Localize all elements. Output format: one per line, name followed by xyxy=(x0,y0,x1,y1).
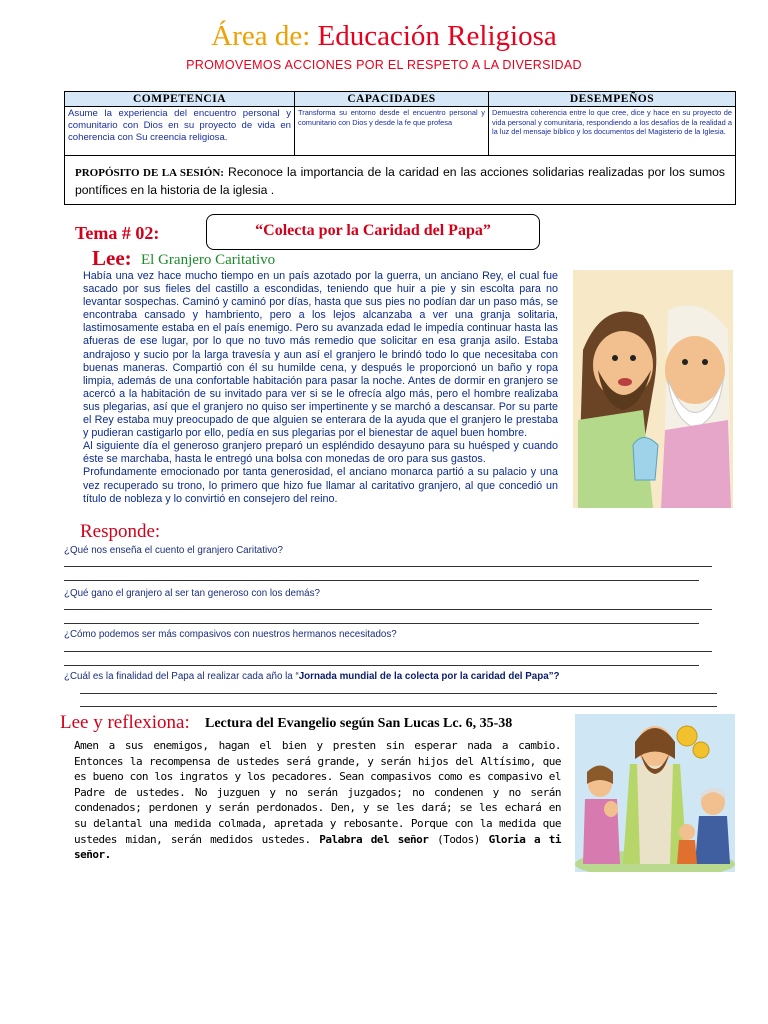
table-purpose-row xyxy=(65,155,735,204)
story-paragraph: Al siguiente día el generoso granjero preparó un espléndido desayuno para su huésped y cuando éste se marchaba, hasta le entregó una bolsa con monedas de oro para sus gastos. xyxy=(83,440,558,466)
page-subtitle: PROMOVEMOS ACCIONES POR EL RESPETO A LA DIVERSIDAD xyxy=(186,58,582,72)
answer-line[interactable] xyxy=(80,693,717,694)
header-desempenos: DESEMPEÑOS xyxy=(488,92,735,106)
session-purpose xyxy=(65,156,735,204)
question-4-text: ¿Cuál es la finalidad del Papa al realizar cada año la “ xyxy=(64,671,299,682)
answer-line[interactable] xyxy=(64,623,699,624)
gospel-closing-2: Gloria a ti señor. xyxy=(74,832,561,862)
gospel-closing-1: Palabra del señor xyxy=(319,832,429,846)
gospel-closing-mid: (Todos) xyxy=(428,832,489,846)
gospel-body: Amen a sus enemigos, hagan el bien y presten sin esperar nada a cambio. Entonces la recompensa de ustedes será grande, y serán hijos del Altísimo, que es bueno con los ingratos y los pecadores. Sean compasivos como es compasivo el Padre de ustedes. No juzguen y no serán juzgados; no condenen y no serán condenados; perdonen y serán perdonados. Den, y se les dará; se les echará en su delantal una medida colmada, apretada y rebosante. Porque con la medida que ustedes midan, serán medidos ustedes. xyxy=(74,739,561,846)
cell-capacidades: Transforma su entorno desde el encuentro personal y comunitario con Dios y desde la fe que profesa xyxy=(294,107,488,155)
question-3: ¿Cómo podemos ser más compasivos con nuestros hermanos necesitados? xyxy=(64,629,397,640)
cell-competencia: Asume la experiencia del encuentro personal y comunitario con Dios en su proyecto de vida en coherencia con Su creencia religiosa. xyxy=(68,108,291,143)
title-main: Educación Religiosa xyxy=(317,20,557,52)
page-title xyxy=(0,20,768,53)
reflect-label: Lee y reflexiona: xyxy=(60,712,190,733)
story-text xyxy=(83,270,558,506)
header-capacidades: CAPACIDADES xyxy=(294,92,488,106)
purpose-label: PROPÓSITO DE LA SESIÓN: xyxy=(75,167,224,179)
question-4-bold: Jornada mundial de la colecta por la caridad del Papa xyxy=(298,671,549,682)
answer-line[interactable] xyxy=(80,706,717,707)
table-header-row xyxy=(65,92,735,106)
answer-heading: Responde: xyxy=(80,521,161,542)
topic-title-box: “Colecta por la Caridad del Papa” xyxy=(206,214,540,250)
title-prefix: Área de: xyxy=(211,20,311,52)
header-competencia: COMPETENCIA xyxy=(65,92,294,106)
story-paragraph: Había una vez hace mucho tiempo en un país azotado por la guerra, un anciano Rey, el cual fue sacado por sus fieles del castillo a escondidas, teniendo que huir a pie y sin escolta para no levantar sospechas. Caminó y caminó por días, hasta que sus pies no podían dar un paso más, se encontraba cansado y hambriento, pero a los lejos alcanzaba a ver una granja solitaria, lastimosamente estaba en el país enemigo. Pero su avanzada edad le impedía continuar hasta las afueras de ese lugar, por lo que no tuvo más remedio que solicitar en esa granja asilo. Estaba andrajoso y sucio por la larga travesía y aun así el granjero le brindó todo lo que necesitaba con buenas maneras. Compartió con él su humilde cena, y después le proporcionó un baño y ropa limpia, además de una confortable habitación para pasar la noche. Antes de dormir en granjero se acercó a la habitación de su invitado para ver si se le ofrecía algo más, pero el hombre realizaba sus plegarias, así que el granjero no quiso ser impertinente y se marchó a descansar. Por su parte el Rey estaba muy preocupado de que alguien se enterara de la ayuda que el granjero le prestaba y pudieran castigarlo por ello, pedía en sus plegarias por el bienestar de aquel buen hombre. xyxy=(83,270,558,440)
question-4 xyxy=(64,671,560,682)
answer-line[interactable] xyxy=(64,580,699,581)
read-label: Lee: xyxy=(92,246,132,270)
gospel-text xyxy=(74,738,561,863)
table-body-row xyxy=(65,106,735,155)
answer-line[interactable] xyxy=(64,566,712,567)
question-1: ¿Qué nos enseña el cuento el granjero Caritativo? xyxy=(64,545,283,556)
cell-desempenos: Demuestra coherencia entre lo que cree, dice y hace en su proyecto de vida personal y comunitaria, respondiendo a los desafíos de la realidad a la luz del mensaje bíblico y los documentos del Magisterio de la Iglesia. xyxy=(488,107,735,155)
answer-line[interactable] xyxy=(64,609,712,610)
answer-line[interactable] xyxy=(64,651,712,652)
answer-line[interactable] xyxy=(64,665,699,666)
gospel-reference: Lectura del Evangelio según San Lucas Lc. 6, 35-38 xyxy=(205,716,513,731)
story-illustration xyxy=(573,270,733,508)
question-4-end: ”? xyxy=(548,671,560,682)
gospel-illustration xyxy=(575,714,735,872)
story-title: El Granjero Caritativo xyxy=(141,252,276,268)
topic-label: Tema # 02: xyxy=(75,223,160,243)
purpose-text: Reconoce la importancia de la caridad en las acciones solidarias realizadas por los sumos pontífices en la historia de la iglesia . xyxy=(75,165,725,197)
competency-table xyxy=(64,91,736,205)
story-paragraph: Profundamente emocionado por tanta generosidad, el anciano monarca partió a su palacio y una vez recuperado su trono, lo primero que hizo fue llamar al caritativo granjero, al que concedió un título de nobleza y lo convirtió en consejero del reino. xyxy=(83,466,558,505)
question-2: ¿Qué gano el granjero al ser tan generoso con los demás? xyxy=(64,588,320,599)
